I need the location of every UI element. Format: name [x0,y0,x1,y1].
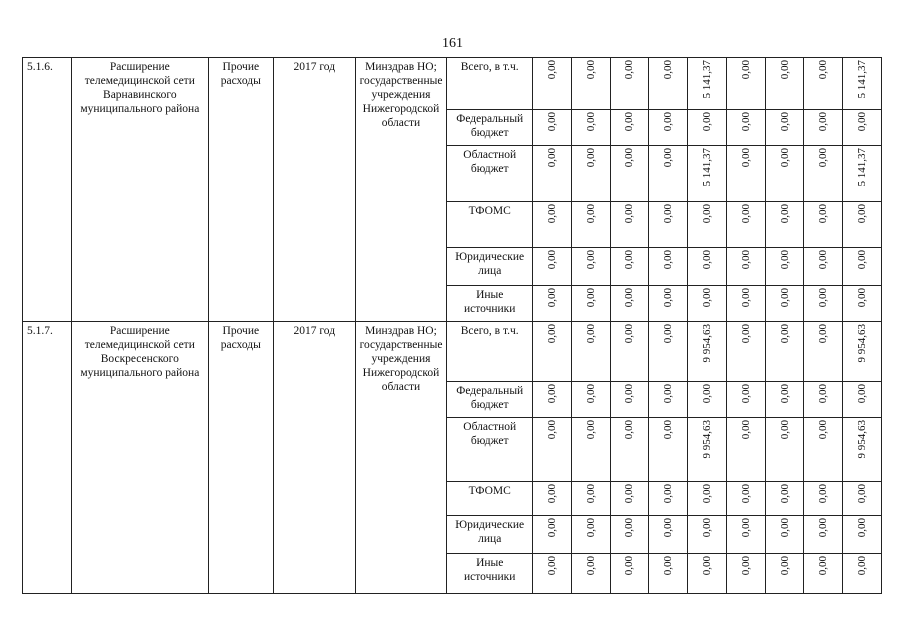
amount-cell [843,110,882,146]
amount-cell [533,58,572,110]
amount-cell [804,146,843,202]
amount-value: 0,00 [662,204,675,224]
amount-value: 0,00 [584,148,597,168]
amount-cell [765,286,804,322]
amount-cell [726,110,765,146]
item-year: 2017 год [273,322,355,594]
amount-value: 0,00 [584,250,597,270]
funding-source-label: Иные источники [447,286,533,322]
amount-value: 0,00 [701,556,713,576]
amount-cell [533,482,572,516]
amount-value: 0,00 [584,420,597,440]
amount-value: 0,00 [739,60,752,80]
amount-cell [804,554,843,594]
amount-value: 0,00 [778,420,791,440]
amount-cell [804,58,843,110]
amount-cell [726,482,765,516]
amount-value: 0,00 [778,288,791,308]
amount-cell [726,554,765,594]
amount-cell [688,482,727,516]
amount-value: 0,00 [817,250,830,270]
funding-source-label: Областной бюджет [447,146,533,202]
amount-cell [804,248,843,286]
table-row [23,58,882,110]
funding-source-label: Всего, в т.ч. [447,58,533,110]
amount-value: 0,00 [623,250,636,270]
amount-value: 0,00 [623,204,636,224]
amount-cell [765,554,804,594]
amount-value: 0,00 [701,384,713,404]
amount-value: 0,00 [701,112,713,132]
amount-value: 0,00 [662,324,675,344]
amount-cell [610,322,649,382]
amount-value: 0,00 [739,556,752,576]
amount-value: 0,00 [623,324,636,344]
amount-cell [610,554,649,594]
amount-cell [610,286,649,322]
amount-cell [649,286,688,322]
amount-cell [610,482,649,516]
amount-cell [533,202,572,248]
amount-value: 0,00 [856,204,869,224]
expense-type: Прочие расходы [208,322,273,594]
amount-cell [765,110,804,146]
amount-value: 0,00 [817,112,830,132]
amount-value: 0,00 [856,556,869,576]
amount-cell [649,554,688,594]
amount-value: 0,00 [584,384,597,404]
amount-value: 0,00 [778,384,791,404]
amount-value: 0,00 [739,250,752,270]
amount-value: 0,00 [817,148,830,168]
amount-cell [688,146,727,202]
amount-cell [726,322,765,382]
amount-cell [726,202,765,248]
amount-value: 0,00 [584,204,597,224]
amount-value: 0,00 [662,556,675,576]
amount-value: 0,00 [739,384,752,404]
amount-value: 0,00 [662,420,675,440]
amount-value: 0,00 [739,420,752,440]
funding-source-label: Юридические лица [447,516,533,554]
amount-value: 9 954,63 [856,420,869,459]
amount-value: 0,00 [623,384,636,404]
amount-cell [843,322,882,382]
amount-cell [610,58,649,110]
amount-cell [649,482,688,516]
amount-cell [843,202,882,248]
amount-value: 0,00 [584,324,597,344]
funding-source-label: ТФОМС [447,482,533,516]
amount-value: 0,00 [856,384,869,404]
amount-value: 0,00 [545,60,558,80]
amount-cell [571,202,610,248]
amount-cell [533,516,572,554]
amount-value: 0,00 [662,484,675,504]
amount-cell [533,382,572,418]
amount-cell [843,516,882,554]
amount-cell [649,418,688,482]
amount-value: 5 141,37 [856,60,869,99]
amount-cell [843,482,882,516]
amount-cell [765,58,804,110]
amount-cell [610,382,649,418]
amount-value: 0,00 [545,250,558,270]
amount-value: 0,00 [545,384,558,404]
amount-cell [804,286,843,322]
amount-value: 0,00 [701,204,713,224]
amount-cell [571,110,610,146]
amount-value: 9 954,63 [701,420,713,459]
amount-value: 0,00 [778,556,791,576]
amount-cell [688,322,727,382]
item-executor: Минздрав НО; государственные учреждения Нижегородской области [355,322,447,594]
amount-value: 0,00 [701,484,713,504]
amount-value: 0,00 [817,60,830,80]
amount-cell [843,382,882,418]
amount-value: 0,00 [817,384,830,404]
amount-cell [765,202,804,248]
amount-value: 0,00 [545,288,558,308]
funding-source-label: Юридические лица [447,248,533,286]
amount-value: 5 141,37 [701,148,713,187]
amount-cell [726,248,765,286]
amount-cell [804,382,843,418]
amount-value: 0,00 [545,204,558,224]
amount-cell [533,146,572,202]
amount-value: 0,00 [856,288,869,308]
amount-value: 0,00 [545,484,558,504]
amount-value: 0,00 [662,250,675,270]
funding-source-label: Федеральный бюджет [447,382,533,418]
amount-value: 0,00 [778,484,791,504]
amount-cell [533,322,572,382]
amount-value: 0,00 [545,112,558,132]
amount-cell [843,58,882,110]
amount-cell [765,322,804,382]
amount-value: 0,00 [817,518,830,538]
amount-cell [571,286,610,322]
amount-value: 0,00 [817,204,830,224]
amount-value: 0,00 [545,420,558,440]
item-name: Расширение телемедицинской сети Воскресенского муниципального района [71,322,208,594]
amount-cell [843,286,882,322]
amount-value: 0,00 [739,484,752,504]
amount-value: 0,00 [545,148,558,168]
amount-value: 0,00 [856,518,869,538]
amount-value: 0,00 [545,518,558,538]
amount-cell [843,248,882,286]
amount-cell [610,248,649,286]
amount-cell [610,418,649,482]
amount-cell [843,146,882,202]
amount-cell [688,110,727,146]
amount-value: 0,00 [623,112,636,132]
amount-value: 0,00 [623,556,636,576]
amount-cell [765,516,804,554]
amount-cell [610,110,649,146]
amount-value: 0,00 [584,556,597,576]
amount-cell [804,482,843,516]
amount-value: 0,00 [623,60,636,80]
amount-cell [571,58,610,110]
amount-value: 0,00 [778,250,791,270]
amount-cell [688,554,727,594]
amount-cell [688,516,727,554]
amount-cell [571,554,610,594]
amount-value: 0,00 [739,288,752,308]
amount-value: 0,00 [778,148,791,168]
amount-value: 0,00 [623,288,636,308]
amount-value: 0,00 [817,324,830,344]
amount-value: 0,00 [739,518,752,538]
amount-cell [571,482,610,516]
amount-cell [649,202,688,248]
amount-cell [649,322,688,382]
amount-value: 0,00 [545,324,558,344]
amount-cell [765,146,804,202]
amount-cell [610,202,649,248]
table-row [23,322,882,382]
amount-cell [688,202,727,248]
amount-cell [649,58,688,110]
amount-value: 0,00 [856,484,869,504]
amount-value: 0,00 [856,112,869,132]
amount-cell [533,418,572,482]
amount-cell [571,248,610,286]
amount-cell [571,322,610,382]
amount-value: 0,00 [778,112,791,132]
funding-source-label: Областной бюджет [447,418,533,482]
amount-cell [533,110,572,146]
amount-cell [688,248,727,286]
amount-cell [571,146,610,202]
amount-value: 0,00 [739,204,752,224]
amount-value: 0,00 [623,148,636,168]
amount-cell [804,202,843,248]
amount-cell [688,58,727,110]
amount-cell [533,286,572,322]
funding-source-label: Иные источники [447,554,533,594]
amount-cell [610,516,649,554]
amount-value: 0,00 [817,484,830,504]
amount-value: 0,00 [584,288,597,308]
amount-value: 5 141,37 [856,148,869,187]
amount-cell [610,146,649,202]
amount-value: 0,00 [778,60,791,80]
amount-cell [649,248,688,286]
amount-cell [726,382,765,418]
amount-cell [571,418,610,482]
amount-value: 0,00 [817,288,830,308]
amount-value: 0,00 [778,518,791,538]
amount-cell [533,554,572,594]
amount-cell [688,286,727,322]
amount-value: 0,00 [739,324,752,344]
amount-cell [688,382,727,418]
amount-value: 0,00 [584,112,597,132]
item-year: 2017 год [273,58,355,322]
funding-source-label: Всего, в т.ч. [447,322,533,382]
amount-cell [804,110,843,146]
amount-cell [688,418,727,482]
amount-value: 0,00 [584,518,597,538]
item-executor: Минздрав НО; государственные учреждения Нижегородской области [355,58,447,322]
amount-cell [533,248,572,286]
amount-value: 0,00 [817,556,830,576]
amount-cell [765,418,804,482]
amount-value: 0,00 [584,484,597,504]
page-number: 161 [442,36,463,51]
amount-value: 9 954,63 [856,324,869,363]
amount-cell [765,482,804,516]
amount-cell [804,516,843,554]
amount-cell [571,516,610,554]
funding-source-label: ТФОМС [447,202,533,248]
amount-value: 0,00 [856,250,869,270]
amount-value: 0,00 [778,324,791,344]
amount-cell [843,418,882,482]
amount-cell [843,554,882,594]
budget-table [22,57,882,594]
amount-value: 0,00 [623,420,636,440]
amount-value: 0,00 [778,204,791,224]
amount-cell [649,516,688,554]
amount-value: 0,00 [584,60,597,80]
item-name: Расширение телемедицинской сети Варнавинского муниципального района [71,58,208,322]
amount-cell [726,146,765,202]
amount-value: 0,00 [623,518,636,538]
amount-value: 0,00 [662,112,675,132]
amount-cell [726,286,765,322]
amount-value: 0,00 [739,148,752,168]
amount-value: 0,00 [545,556,558,576]
amount-value: 0,00 [662,384,675,404]
amount-cell [649,146,688,202]
amount-cell [726,58,765,110]
amount-value: 0,00 [662,518,675,538]
amount-cell [765,248,804,286]
amount-cell [765,382,804,418]
amount-value: 0,00 [662,148,675,168]
funding-source-label: Федеральный бюджет [447,110,533,146]
expense-type: Прочие расходы [208,58,273,322]
amount-value: 0,00 [623,484,636,504]
amount-value: 0,00 [701,518,713,538]
amount-cell [804,418,843,482]
amount-cell [649,110,688,146]
amount-cell [804,322,843,382]
amount-value: 0,00 [739,112,752,132]
item-number: 5.1.7. [23,322,72,594]
amount-value: 0,00 [701,250,713,270]
amount-cell [649,382,688,418]
amount-value: 5 141,37 [701,60,713,99]
amount-value: 9 954,63 [701,324,713,363]
amount-value: 0,00 [662,60,675,80]
amount-cell [726,516,765,554]
amount-value: 0,00 [662,288,675,308]
amount-value: 0,00 [817,420,830,440]
item-number: 5.1.6. [23,58,72,322]
amount-value: 0,00 [701,288,713,308]
amount-cell [726,418,765,482]
amount-cell [571,382,610,418]
